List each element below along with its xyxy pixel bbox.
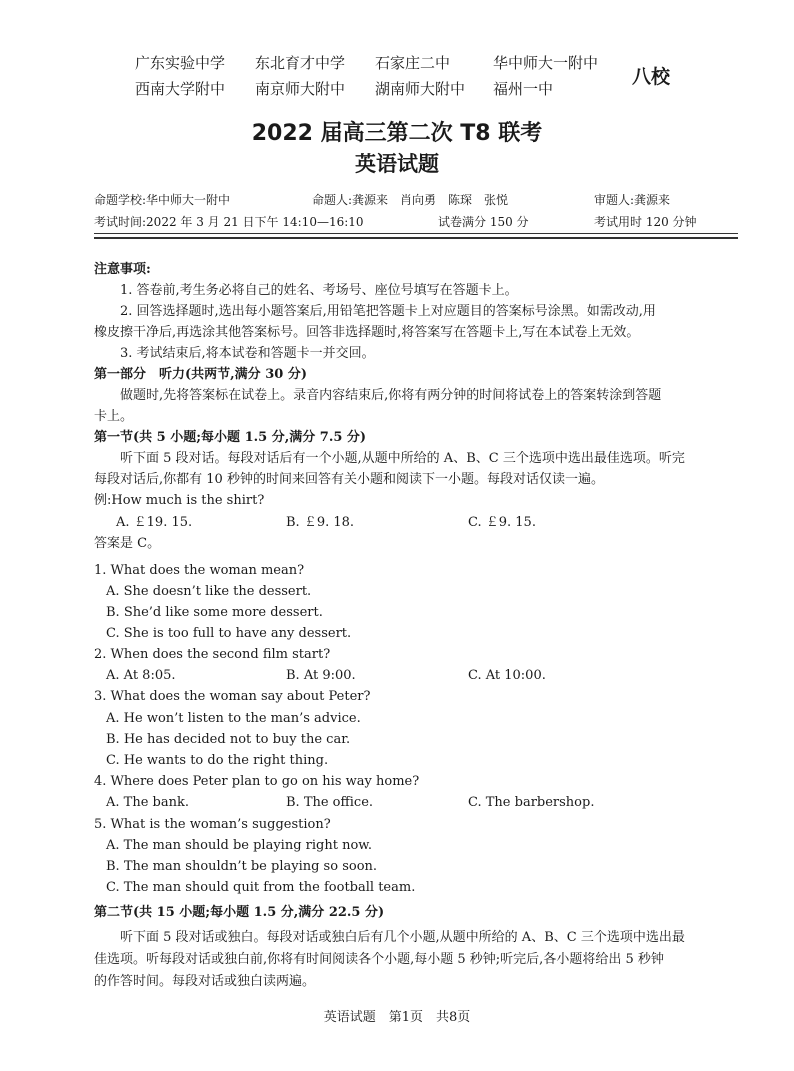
part1-heading: 第一部分 听力(共两节,满分 30 分)	[94, 367, 307, 382]
meta-duration: 考试用时 120 分钟	[594, 215, 697, 229]
example-question: 例:How much is the shirt?	[94, 493, 265, 508]
meta-full-score: 试卷满分 150 分	[438, 215, 529, 229]
option: B. She’d like some more dessert.	[106, 605, 323, 620]
school-name: 石家庄二中	[375, 54, 451, 72]
option: B. He has decided not to buy the car.	[106, 732, 351, 747]
option: B. The office.	[286, 795, 374, 810]
question-stem: 1. What does the woman mean?	[94, 563, 305, 578]
option: C. ￡9. 15.	[468, 515, 536, 530]
school-name: 福州一中	[493, 80, 554, 98]
notes-heading: 注意事项:	[94, 262, 151, 277]
notes-item: 橡皮擦干净后,再选涂其他答案标号。回答非选择题时,将答案写在答题卡上,写在本试卷上无效。	[94, 325, 640, 340]
school-name: 华中师大一附中	[493, 54, 599, 72]
section1-intro: 每段对话后,你都有 10 秒钟的时间来回答有关小题和阅读下一小题。每段对话仅读一遍。	[94, 472, 604, 487]
option: B. The man shouldn’t be playing so soon.	[106, 859, 378, 874]
school-name: 湖南师大附中	[375, 80, 466, 98]
option: A. She doesn’t like the dessert.	[106, 584, 312, 599]
school-row	[135, 50, 598, 76]
option: B. At 9:00.	[286, 668, 356, 683]
section2-heading: 第二节(共 15 小题;每小题 1.5 分,满分 22.5 分)	[94, 905, 385, 920]
notes-item: 2. 回答选择题时,选出每小题答案后,用铅笔把答题卡上对应题目的答案标号涂黑。如需改动,用	[120, 304, 656, 319]
school-row	[135, 76, 598, 102]
school-name: 西南大学附中	[135, 80, 226, 98]
school-name: 广东实验中学	[135, 54, 226, 72]
question-stem: 2. When does the second film start?	[94, 647, 331, 662]
meta-reviewer: 审题人:龚源来	[594, 193, 671, 207]
section1-heading: 第一节(共 5 小题;每小题 1.5 分,满分 7.5 分)	[94, 430, 367, 445]
meta-school: 命题学校:华中师大一附中	[94, 193, 231, 207]
question-stem: 4. Where does Peter plan to go on his way home?	[94, 774, 420, 789]
option: B. ￡9. 18.	[286, 515, 355, 530]
school-name: 南京师大附中	[255, 80, 346, 98]
part1-intro: 卡上。	[94, 409, 134, 424]
page-footer: 英语试题 第1页 共8页	[323, 1010, 471, 1025]
meta-exam-time: 考试时间:2022 年 3 月 21 日下午 14:10—16:10	[94, 215, 364, 229]
question-stem: 3. What does the woman say about Peter?	[94, 689, 371, 704]
option: C. She is too full to have any dessert.	[106, 626, 352, 641]
section1-intro: 听下面 5 段对话。每段对话后有一个小题,从题中所给的 A、B、C 三个选项中选出最佳选项。听完	[120, 451, 685, 466]
option: A. ￡19. 15.	[116, 515, 193, 530]
question-stem: 5. What is the woman’s suggestion?	[94, 817, 331, 832]
notes-item: 1. 答卷前,考生务必将自己的姓名、考场号、座位号填写在答题卡上。	[120, 283, 518, 298]
option: C. At 10:00.	[468, 668, 546, 683]
option: A. The bank.	[106, 795, 189, 810]
section2-intro: 的作答时间。每段对话或独白读两遍。	[94, 974, 316, 989]
header-divider-thick	[94, 237, 738, 239]
section2-intro: 佳选项。听每段对话或独白前,你将有时间阅读各个小题,每小题 5 秒钟;听完后,各小题将给出 5 秒钟	[94, 952, 664, 967]
school-name: 东北育才中学	[255, 54, 346, 72]
eight-schools-badge: 八校	[632, 66, 671, 88]
option: C. The man should quit from the football team.	[106, 880, 416, 895]
school-list	[135, 50, 598, 102]
notes-item: 3. 考试结束后,将本试卷和答题卡一并交回。	[120, 346, 375, 361]
option: A. He won’t listen to the man’s advice.	[106, 711, 361, 726]
example-answer: 答案是 C。	[94, 536, 161, 551]
option: A. The man should be playing right now.	[106, 838, 373, 853]
part1-intro: 做题时,先将答案标在试卷上。录音内容结束后,你将有两分钟的时间将试卷上的答案转涂到答题	[120, 388, 662, 403]
exam-subject: 英语试题	[355, 152, 439, 176]
option: C. He wants to do the right thing.	[106, 753, 329, 768]
meta-authors: 命题人:龚源来 肖向勇 陈琛 张悦	[312, 193, 509, 207]
exam-title: 2022 届高三第二次 T8 联考	[251, 121, 543, 146]
option: A. At 8:05.	[106, 668, 176, 683]
section2-intro: 听下面 5 段对话或独白。每段对话或独白后有几个小题,从题中所给的 A、B、C 三个选项中选出最	[120, 930, 685, 945]
header-divider	[94, 233, 738, 234]
option: C. The barbershop.	[468, 795, 595, 810]
